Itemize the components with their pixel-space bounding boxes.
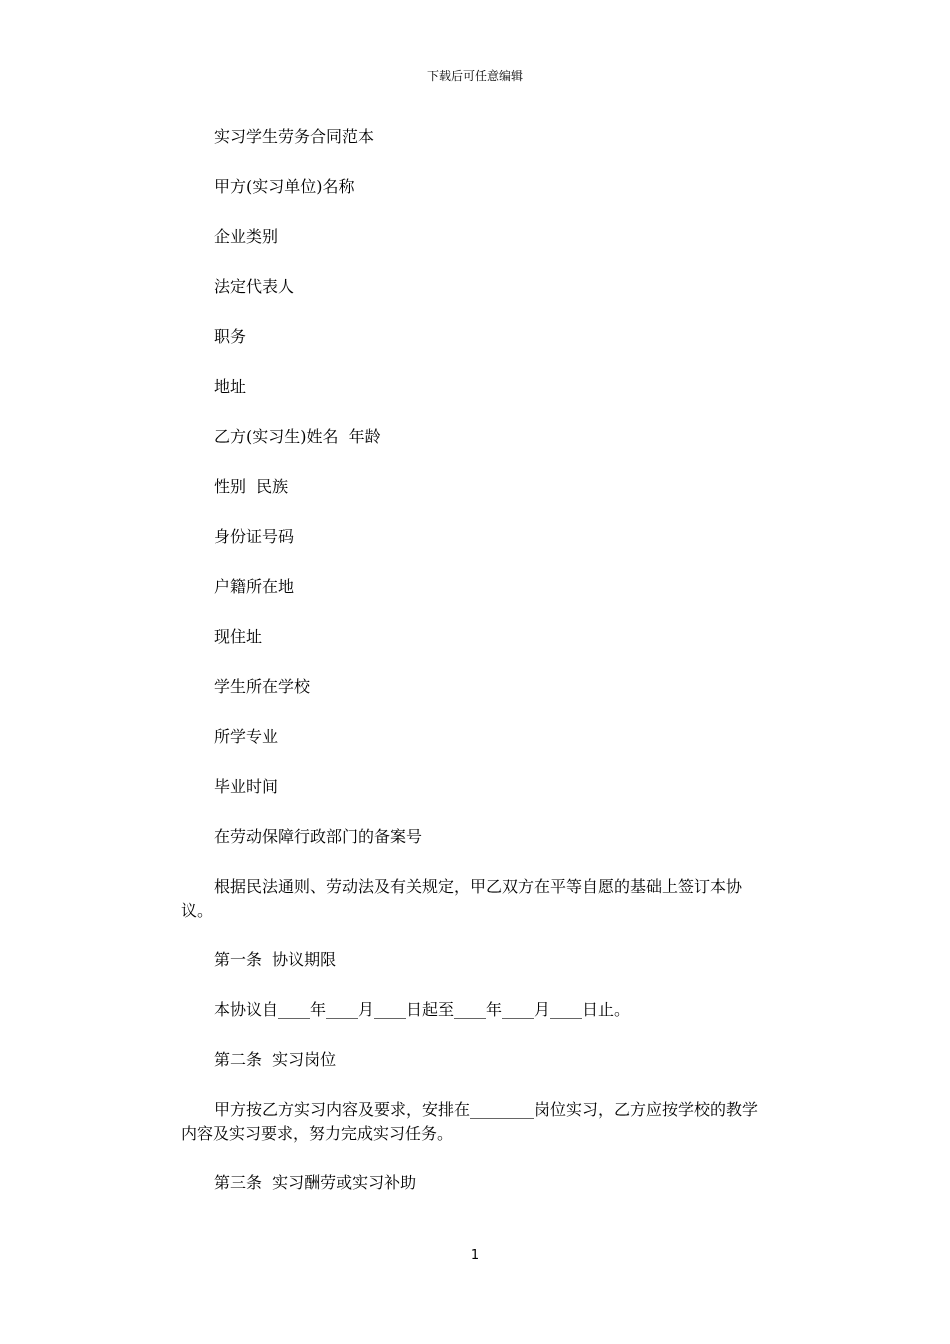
- page-number: 1: [470, 1248, 480, 1263]
- legal-representative-field: 法定代表人: [214, 277, 295, 296]
- household-registration-field: 户籍所在地: [214, 577, 295, 596]
- position-field: 职务: [214, 327, 247, 346]
- page-header: 下载后可任意编辑: [426, 69, 523, 83]
- party-b-name-age-field: 乙方(实习生)姓名 年龄: [214, 427, 381, 446]
- address-field: 地址: [214, 377, 247, 396]
- school-field: 学生所在学校: [214, 677, 311, 696]
- current-address-field: 现住址: [214, 627, 263, 646]
- party-a-name-field: 甲方(实习单位)名称: [214, 177, 355, 196]
- article-1-heading: 第一条 协议期限: [214, 950, 337, 969]
- id-number-field: 身份证号码: [214, 527, 295, 546]
- graduation-time-field: 毕业时间: [214, 777, 279, 796]
- article-1-body: 本协议自____年____月____日起至____年____月____日止。: [214, 1000, 631, 1019]
- document-body: [181, 125, 772, 1221]
- gender-ethnicity-field: 性别 民族: [214, 477, 289, 496]
- preamble-paragraph: 根据民法通则、劳动法及有关规定，甲乙双方在平等自愿的基础上签订本协议。: [181, 877, 743, 920]
- article-3-heading: 第三条 实习酬劳或实习补助: [214, 1173, 417, 1192]
- article-2-body: 甲方按乙方实习内容及要求，安排在________岗位实习，乙方应按学校的教学内容及实习要求，努力完成实习任务。: [181, 1100, 759, 1143]
- enterprise-type-field: 企业类别: [214, 227, 279, 246]
- registration-number-field: 在劳动保障行政部门的备案号: [214, 827, 423, 846]
- major-field: 所学专业: [214, 727, 279, 746]
- document-title: 实习学生劳务合同范本: [214, 127, 375, 146]
- article-2-heading: 第二条 实习岗位: [214, 1050, 337, 1069]
